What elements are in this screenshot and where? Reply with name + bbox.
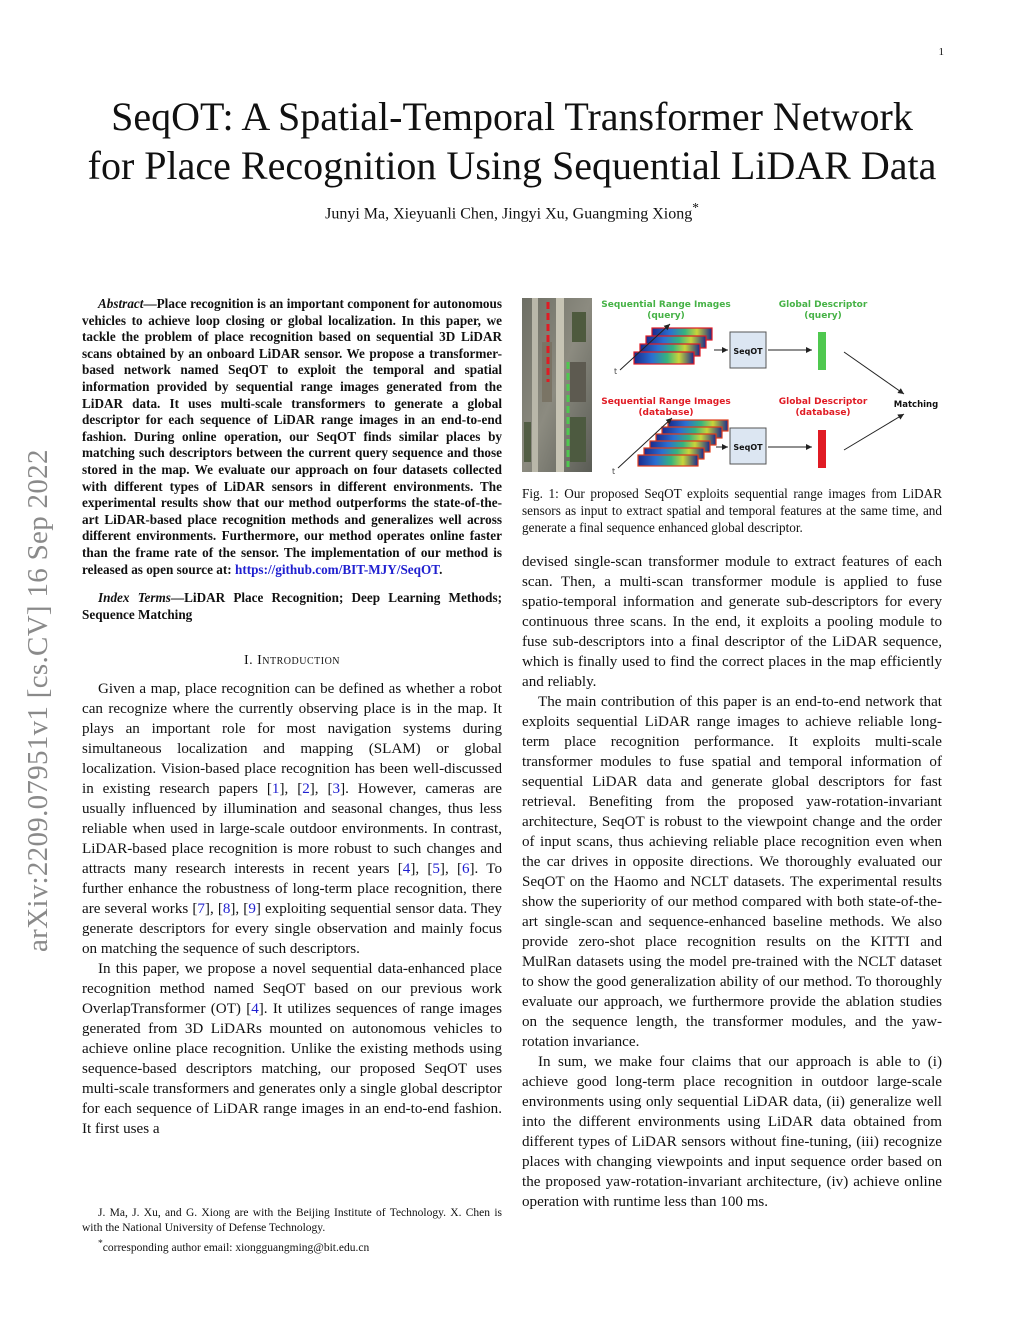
citation-link[interactable]: 1	[271, 781, 280, 798]
text-run: ], [	[410, 861, 433, 878]
abstract-text: —Place recognition is an important component for autonomous vehicles to achieve loop closing or global localization. In this paper, we tackle the problem of place recognition based on sequential 3D LiDAR scans obtained by an onboard LiDAR sensor. We propose a transformer-based network named SeqOT to exploit the temporal and spatial information provided by sequential range images generated from the LiDAR data. It uses multi-scale transformers to generate a global descriptor for each sequence of LiDAR range images in an end-to-end fashion. During online operation, our SeqOT finds similar places by matching such descriptors between the current query sequence and those stored in the map. We evaluate our approach on four datasets collected with different types of LiDAR sensors in different environments. The experimental results show that our method outperforms the state-of-the-art LiDAR-based place recognition methods and generalizes well across different environments. Furthermore, our method operates online faster than the frame rate of the sensor. The implementation of our method is released as open source at:	[82, 296, 502, 577]
label-line: Global Descriptor	[778, 300, 868, 310]
pipeline-diagram	[522, 292, 942, 478]
text-run: Given a map, place recognition can be defined as whether a robot can recognize where the currently observing place is in the map. It plays an important role for most navigation systems during simultaneous localization and mapping (SLAM) or global localization. Vision-based place recognition has been well-discussed in existing research papers [	[82, 681, 502, 798]
citation-link[interactable]: 3	[332, 781, 341, 798]
text-run: ]. To further enhance the robustness of long-term place recognition, there are several works [	[82, 861, 502, 918]
text-run: ], [	[439, 861, 462, 878]
footnote-affiliation: J. Ma, J. Xu, and G. Xiong are with the Beijing Institute of Technology. X. Chen is with the National University of Defense Technology.	[82, 1207, 502, 1234]
label-line: (database)	[638, 408, 694, 418]
page-number: 1	[938, 46, 944, 58]
citation-link[interactable]: 6	[461, 861, 470, 878]
left-column	[82, 296, 502, 1139]
citation-link[interactable]: 9	[248, 901, 256, 918]
index-terms-text: —LiDAR Place Recognition; Deep Learning Methods; Sequence Matching	[82, 590, 502, 622]
range-image	[638, 455, 698, 466]
intro-paragraph-1	[82, 679, 502, 959]
right-paragraph-3: In sum, we make four claims that our approach is able to (i) achieve good long-term place recognition in outdoor large-scale environments using only sequential LiDAR data, (ii) generalize well into the different environments using LiDAR data obtained from different types of LiDAR sensors without fine-tuning, (iii) recognize places with changing viewpoints and input sequence order based on the proposed yaw-rotation-invariant architecture, (iv) achieve online operation with runtime less than 100 ms.	[522, 1054, 942, 1210]
building-block	[570, 362, 586, 402]
abstract	[82, 296, 502, 578]
label-seq-database	[601, 397, 730, 418]
label-gd-database	[779, 397, 868, 418]
citation-link[interactable]: 4	[251, 1001, 259, 1018]
arrow-to-matching	[844, 414, 904, 450]
label-line: Sequential Range Images	[601, 397, 731, 407]
text-run: ], [	[309, 781, 333, 798]
citation-link[interactable]: 2	[302, 781, 310, 798]
right-paragraph-2: The main contribution of this paper is an end-to-end network that exploits sequential LiDAR range images to achieve reliable long-term place recognition performance. It exploits multi-scale transformer modules to fuse spatial and temporal information of sequential LiDAR data and generate global descriptors for fast retrieval. Benefiting from the proposed yaw-rotation-invariant architecture, SeqOT is robust to the viewpoint change and the order of input scans, thus achieving reliable place recognition even when the car drives in opposite directions. We thoroughly evaluated our SeqOT on the Haomo and NCLT datasets. The experimental results show the superiority of our method compared with both state-of-the-art single-scan and sequence-enhanced baseline methods. We also provide zero-shot place recognition results on the KITTI and MulRan datasets using the model pre-trained with the NCLT dataset to show the good generalization ability of our method. To thoroughly evaluate our approach, we furthermore provide the ablation studies on the sequence length, the transformer modules, and the yaw-rotation invariance.	[522, 694, 942, 1050]
abstract-label: Abstract	[98, 296, 144, 311]
label-line: Global Descriptor	[778, 397, 868, 407]
building-block	[524, 422, 531, 462]
range-image	[634, 352, 694, 364]
citation-link[interactable]: 4	[402, 861, 411, 878]
abstract-end: .	[439, 561, 443, 577]
right-paragraph-1: devised single-scan transformer module to extract features of each scan. Then, a multi-scan transformer module is applied to fuse spatio-temporal information and generate sub-descriptors for every continuous three scans. In the end, it exploits a pooling module to fuse sub-descriptors into a final descriptor of the LiDAR sequence, which is finally used to find the correct places in the map efficiently and reliably.	[522, 554, 942, 690]
seqot-label: SeqOT	[733, 443, 763, 452]
index-terms	[82, 590, 502, 623]
citation-link[interactable]: 7	[197, 901, 205, 918]
footnotes	[82, 1206, 502, 1256]
author-mark: *	[692, 200, 699, 215]
right-column	[522, 552, 942, 1212]
footnote-mark: *	[98, 1238, 103, 1249]
text-run: ]. It utilizes sequences of range images generated from 3D LiDARs mounted on autonomous vehicles to achieve online place recognition. Unlike the existing methods using sequence-based descriptors matching, our proposed SeqOT uses multi-scale transformers and generates only a single global descriptor for each sequence of LiDAR range images in an end-to-end fashion. It first uses a	[82, 1001, 502, 1138]
citation-link[interactable]: 8	[222, 901, 231, 918]
label-line: (query)	[804, 311, 842, 321]
global-descriptor-database-bar	[818, 430, 826, 468]
citation-link[interactable]: 5	[432, 861, 440, 878]
figure-1	[522, 292, 942, 478]
label-line: (database)	[795, 408, 851, 418]
text-run: ]. However, cameras are usually influenced by illumination and seasonal changes, thus less reliable when used in large-scale outdoor environments. In contrast, LiDAR-based place recognition is more robust to such changes and attracts many research interests in recent years [	[82, 781, 502, 878]
text-run: ] exploiting sequential sensor data. They generate descriptors for every single observation and mainly focus on matching the sequence of such descriptors.	[82, 901, 502, 958]
seqot-label: SeqOT	[733, 347, 763, 356]
section-number: I.	[243, 653, 254, 669]
label-seq-query	[601, 300, 730, 321]
author-list	[0, 200, 1024, 223]
label-gd-query	[779, 300, 868, 321]
title-line-2: for Place Recognition Using Sequential LiDAR Data	[87, 143, 937, 188]
road-strip	[556, 298, 564, 472]
building-block	[570, 417, 586, 462]
database-range-image-stack	[638, 420, 728, 466]
intro-paragraph-2	[82, 959, 502, 1139]
code-link[interactable]: https://github.com/BIT-MJY/SeqOT	[234, 561, 440, 577]
global-descriptor-query-bar	[818, 332, 826, 370]
label-line: (query)	[647, 311, 685, 321]
figure-caption: Fig. 1: Our proposed SeqOT exploits sequential range images from LiDAR sensors as input to extract spatial and temporal features at the same time, and generate a final sequence enhanced global descriptor.	[522, 486, 942, 535]
label-line: Sequential Range Images	[601, 300, 731, 310]
road-strip	[532, 298, 538, 472]
building-block	[572, 312, 586, 342]
footnote-corresponding	[82, 1236, 502, 1256]
section-title: Introduction	[257, 653, 341, 669]
arrow-to-matching	[844, 352, 904, 394]
footnote-email: corresponding author email: xiongguangming@bit.edu.cn	[102, 1241, 370, 1254]
time-label: t	[612, 467, 616, 476]
paper-title	[0, 92, 1024, 190]
title-line-1: SeqOT: A Spatial-Temporal Transformer Network	[111, 94, 913, 139]
section-heading-introduction	[82, 651, 502, 671]
time-label: t	[614, 367, 618, 376]
text-run: In this paper, we propose a novel sequential data-enhanced place recognition method named SeqOT based on our previous work OverlapTransformer (OT) [	[82, 961, 502, 1018]
text-run: ], [	[279, 781, 303, 798]
matching-label: Matching	[893, 400, 939, 410]
text-run: ], [	[204, 901, 223, 918]
index-terms-label: Index Terms	[98, 590, 171, 606]
arxiv-identifier[interactable]: arXiv:2209.07951v1 [cs.CV] 16 Sep 2022	[22, 449, 54, 952]
author-names: Junyi Ma, Xieyuanli Chen, Jingyi Xu, Guangming Xiong	[325, 205, 693, 223]
text-run: ], [	[230, 901, 249, 918]
